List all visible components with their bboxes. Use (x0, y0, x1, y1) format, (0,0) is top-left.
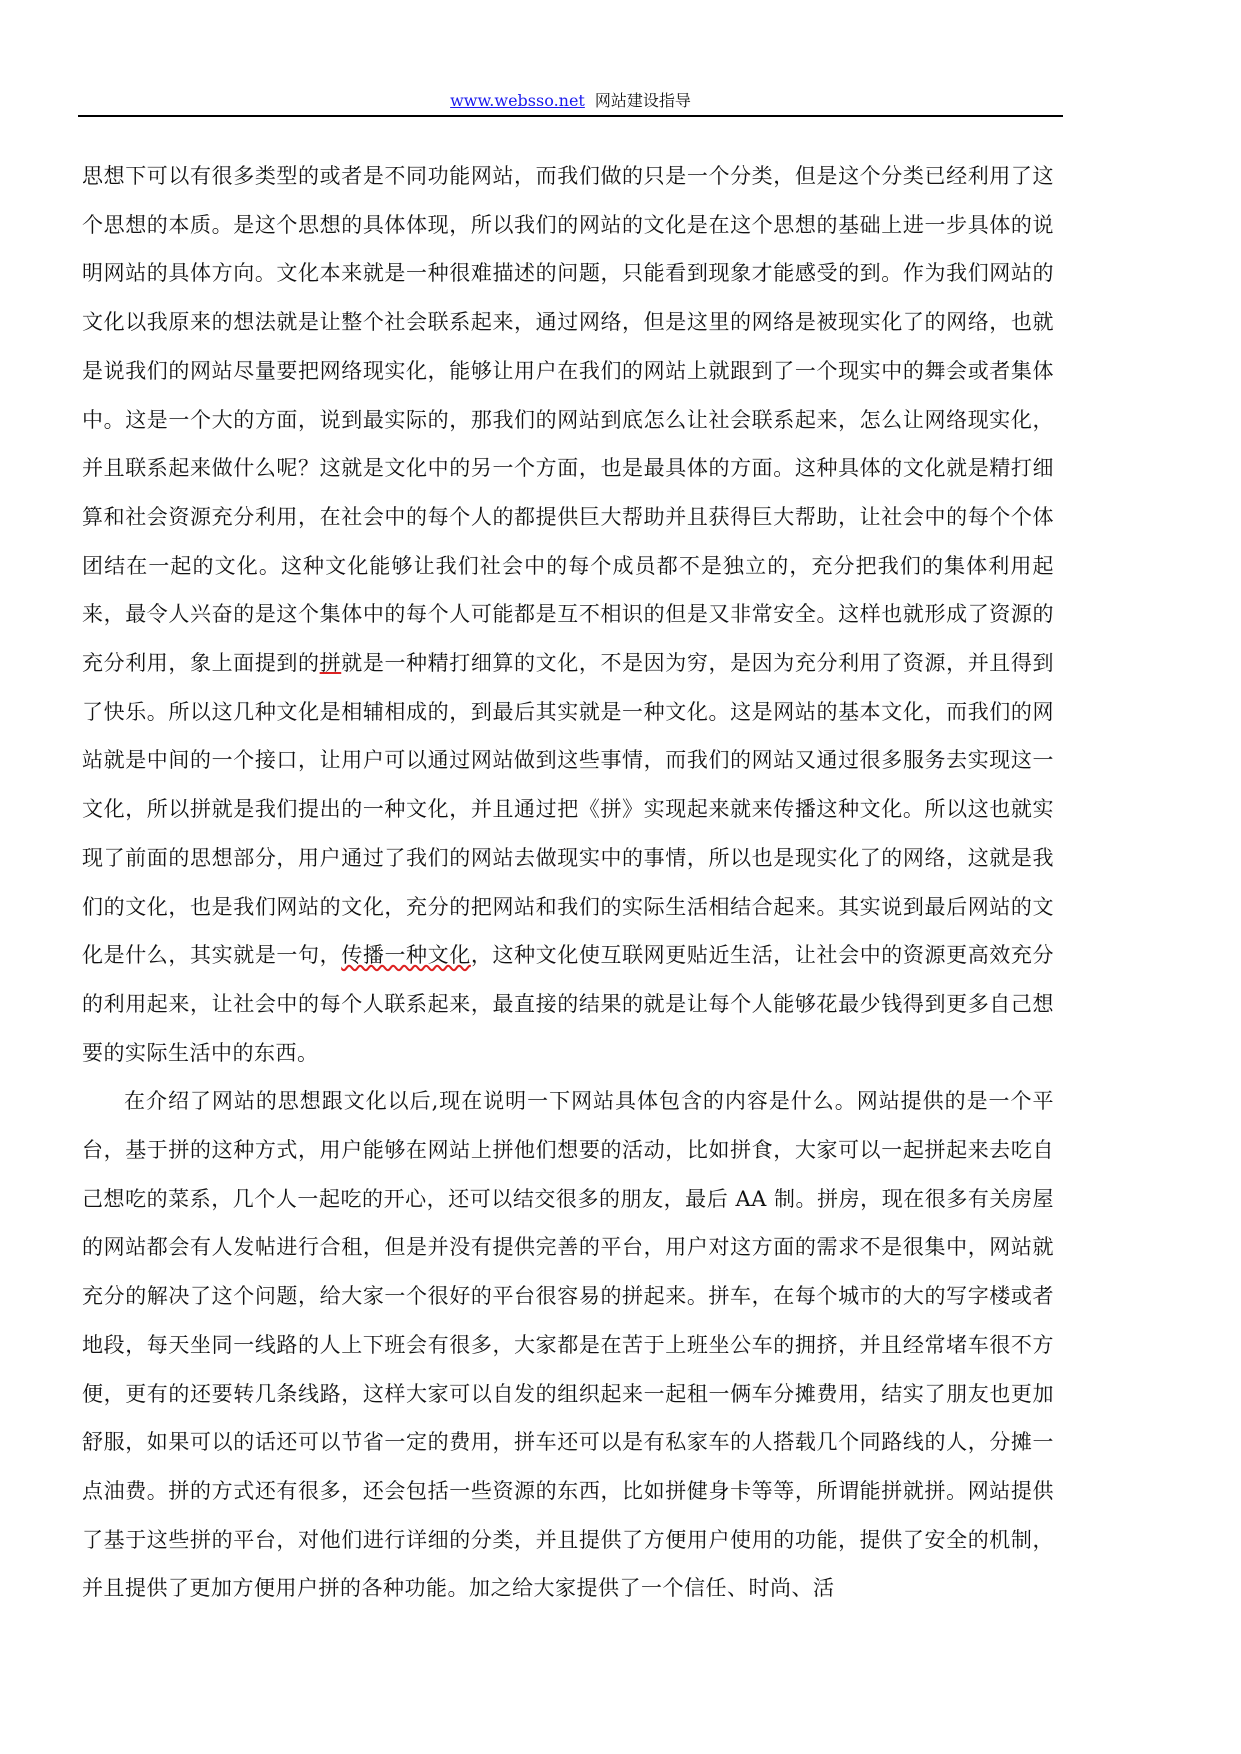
site-link[interactable]: www.websso.net (450, 91, 585, 110)
site-title: 网站建设指导 (594, 91, 691, 110)
paragraph-1-text-c: ，这种文化使互联网更贴近生活，让社会中的资源更高效充分的利用起来，让社会中的每个人联系起来，最直接的结果的就是让每个人能够花最少钱得到更多自己想要的实际生活中的东西。 (82, 943, 1055, 1065)
header-rule (78, 115, 1063, 117)
paragraph-1-marked-phrase: 传播一种文化 (341, 943, 471, 968)
paragraph-1-marked-word: 拼 (319, 651, 342, 676)
document-body (82, 152, 1054, 1613)
paragraph-1-text-a: 思想下可以有很多类型的或者是不同功能网站，而我们做的只是一个分类，但是这个分类已经利用了这个思想的本质。是这个思想的具体体现，所以我们的网站的文化是在这个思想的基础上进一步具体的说明网站的具体方向。文化本来就是一种很难描述的问题，只能看到现象才能感受的到。作为我们网站的文化以我原来的想法就是让整个社会联系起来，通过网络，但是这里的网络是被现实化了的网络，也就是说我们的网站尽量要把网络现实化，能够让用户在我们的网站上就跟到了一个现实中的舞会或者集体中。这是一个大的方面，说到最实际的，那我们的网站到底怎么让社会联系起来，怎么让网络现实化，并且联系起来做什么呢？这就是文化中的另一个方面，也是最具体的方面。这种具体的文化就是精打细算和社会资源充分利用，在社会中的每个人的都提供巨大帮助并且获得巨大帮助，让社会中的每个个体团结在一起的文化。这种文化能够让我们社会中的每个成员都不是独立的，充分把我们的集体利用起来，最令人兴奋的是这个集体中的每个人可能都是互不相识的但是又非常安全。这样也就形成了资源的充分利用，象上面提到的 (82, 164, 1054, 676)
paragraph-2 (82, 1077, 1054, 1613)
page-header (78, 86, 1063, 116)
paragraph-1-text-b: 就是一种精打细算的文化，不是因为穷，是因为充分利用了资源，并且得到了快乐。所以这几种文化是相辅相成的，到最后其实就是一种文化。这是网站的基本文化，而我们的网站就是中间的一个接口，让用户可以通过网站做到这些事情，而我们的网站又通过很多服务去实现这一文化，所以拼就是我们提出的一种文化，并且通过把《拼》实现起来就来传播这种文化。所以这也就实现了前面的思想部分，用户通过了我们的网站去做现实中的事情，所以也是现实化了的网络，这就是我们的文化，也是我们网站的文化，充分的把网站和我们的实际生活相结合起来。其实说到最后网站的文化是什么，其实就是一句， (82, 651, 1055, 968)
paragraph-2-text: 在介绍了网站的思想跟文化以后,现在说明一下网站具体包含的内容是什么。网站提供的是一个平台，基于拼的这种方式，用户能够在网站上拼他们想要的活动，比如拼食，大家可以一起拼起来去吃自己想吃的菜系，几个人一起吃的开心，还可以结交很多的朋友，最后 AA 制。拼房，现在很多有关房屋的网站都会有人发帖进行合租，但是并没有提供完善的平台，用户对这方面的需求不是很集中，网站就充分的解决了这个问题，给大家一个很好的平台很容易的拼起来。拼车，在每个城市的大的写字楼或者地段，每天坐同一线路的人上下班会有很多，大家都是在苦于上班坐公车的拥挤，并且经常堵车很不方便，更有的还要转几条线路，这样大家可以自发的组织起来一起租一俩车分摊费用，结实了朋友也更加舒服，如果可以的话还可以节省一定的费用，拼车还可以是有私家车的人搭载几个同路线的人，分摊一点油费。拼的方式还有很多，还会包括一些资源的东西，比如拼健身卡等等，所谓能拼就拼。网站提供了基于这些拼的平台，对他们进行详细的分类，并且提供了方便用户使用的功能，提供了安全的机制，并且提供了更加方便用户拼的各种功能。加之给大家提供了一个信任、时尚、活 (82, 1089, 1054, 1601)
paragraph-1 (82, 152, 1054, 1077)
